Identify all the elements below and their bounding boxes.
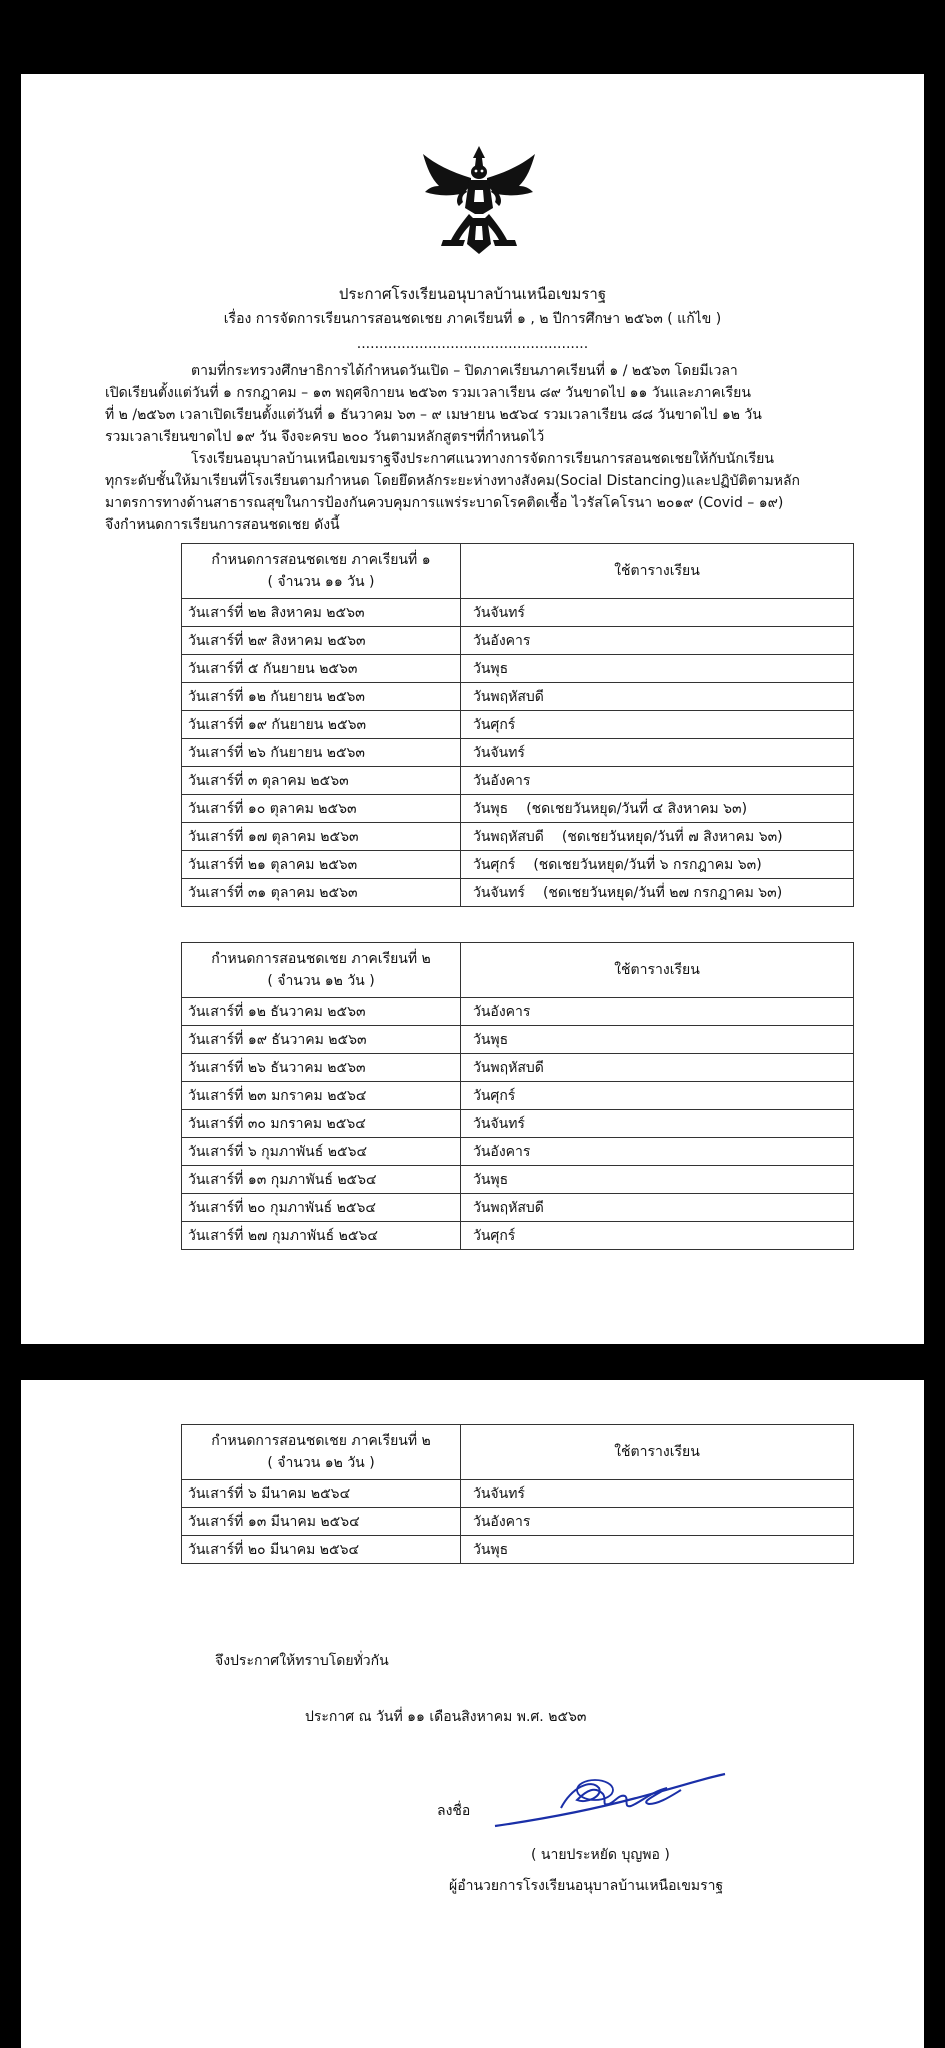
- body-line-1: ตามที่กระทรวงศึกษาธิการได้กำหนดวันเปิด – ปิดภาคเรียนภาคเรียนที่ ๑ / ๒๕๖๓ โดยมีเวลา: [191, 363, 738, 379]
- date-cell: วันเสาร์ที่ ๑๙ ธันวาคม ๒๕๖๓: [182, 1026, 461, 1054]
- sign-label: ลงชื่อ: [437, 1803, 471, 1819]
- table-row: [182, 1508, 854, 1536]
- date-cell: วันเสาร์ที่ ๒๗ กุมภาพันธ์ ๒๕๖๔: [182, 1222, 461, 1250]
- table-row: [182, 1480, 854, 1508]
- table-row: [182, 1166, 854, 1194]
- timetable-cell: [461, 711, 854, 739]
- table-header-timetable: ใช้ตารางเรียน: [461, 943, 854, 998]
- date-cell: วันเสาร์ที่ ๒๙ สิงหาคม ๒๕๖๓: [182, 627, 461, 655]
- table-header-row: [182, 943, 854, 998]
- makeup-note: (ชดเชยวันหยุด/วันที่ ๒๗ กรกฎาคม ๖๓): [542, 884, 783, 901]
- body-line-4: รวมเวลาเรียนขาดไป ๑๙ วัน จึงจะครบ ๒๐๐ วันตามหลักสูตรฯที่กำหนดไว้: [105, 429, 545, 445]
- body-line-8: จึงกำหนดการเรียนการสอนชดเชย ดังนี้: [105, 517, 340, 533]
- timetable-cell: [461, 1508, 854, 1536]
- timetable-cell: [461, 795, 854, 823]
- date-cell: วันเสาร์ที่ ๒๐ กุมภาพันธ์ ๒๕๖๔: [182, 1194, 461, 1222]
- timetable-day: วันจันทร์: [473, 744, 525, 761]
- date-cell: วันเสาร์ที่ ๓๑ ตุลาคม ๒๕๖๓: [182, 879, 461, 907]
- announce-date: ประกาศ ณ วันที่ ๑๑ เดือนสิงหาคม พ.ศ. ๒๕๖๓: [305, 1709, 587, 1725]
- table-row: [182, 851, 854, 879]
- table-row: [182, 739, 854, 767]
- timetable-day: วันอังคาร: [473, 1513, 531, 1530]
- announce-line: จึงประกาศให้ทราบโดยทั่วกัน: [215, 1653, 389, 1669]
- date-cell: วันเสาร์ที่ ๑๒ กันยายน ๒๕๖๓: [182, 683, 461, 711]
- timetable-day: วันศุกร์: [473, 716, 516, 733]
- table-row: [182, 823, 854, 851]
- timetable-day: วันอังคาร: [473, 1003, 531, 1020]
- timetable-day: วันศุกร์: [473, 856, 516, 873]
- body-line-2: เปิดเรียนตั้งแต่วันที่ ๑ กรกฎาคม – ๑๓ พฤศจิกายน ๒๕๖๓ รวมเวลาเรียน ๘๙ วันขาดไป ๑๑ วันและภาคเรียน: [105, 385, 751, 401]
- timetable-day: วันอังคาร: [473, 1143, 531, 1160]
- table-row: [182, 879, 854, 907]
- timetable-cell: [461, 998, 854, 1026]
- makeup-note: (ชดเชยวันหยุด/วันที่ ๔ สิงหาคม ๖๓): [526, 800, 748, 817]
- timetable-day: วันจันทร์: [473, 604, 525, 621]
- timetable-day: วันอังคาร: [473, 772, 531, 789]
- table-header-term: กำหนดการสอนชดเชย ภาคเรียนที่ ๑ ( จำนวน ๑๑ วัน ): [182, 544, 461, 599]
- makeup-note: (ชดเชยวันหยุด/วันที่ ๗ สิงหาคม ๖๓): [561, 828, 783, 845]
- timetable-cell: [461, 767, 854, 795]
- table-header-term: กำหนดการสอนชดเชย ภาคเรียนที่ ๒ ( จำนวน ๑๒ วัน ): [182, 1425, 461, 1480]
- timetable-cell: [461, 1026, 854, 1054]
- announcement-subject: เรื่อง การจัดการเรียนการสอนชดเชย ภาคเรียนที่ ๑ , ๒ ปีการศึกษา ๒๕๖๓ ( แก้ไข ): [223, 311, 722, 327]
- date-cell: วันเสาร์ที่ ๒๑ ตุลาคม ๒๕๖๓: [182, 851, 461, 879]
- date-cell: วันเสาร์ที่ ๒๒ สิงหาคม ๒๕๖๓: [182, 599, 461, 627]
- timetable-cell: [461, 1054, 854, 1082]
- separator-dots: ....................................................: [356, 336, 589, 352]
- timetable-day: วันจันทร์: [473, 1485, 525, 1502]
- garuda-emblem-icon: [421, 144, 537, 256]
- table-row: [182, 1110, 854, 1138]
- announcement-title: ประกาศโรงเรียนอนุบาลบ้านเหนือเขมราฐ: [338, 285, 607, 303]
- timetable-cell: [461, 1110, 854, 1138]
- date-cell: วันเสาร์ที่ ๕ กันยายน ๒๕๖๓: [182, 655, 461, 683]
- timetable-day: วันพุธ: [473, 660, 509, 677]
- date-cell: วันเสาร์ที่ ๒๖ ธันวาคม ๒๕๖๓: [182, 1054, 461, 1082]
- date-cell: วันเสาร์ที่ ๒๖ กันยายน ๒๕๖๓: [182, 739, 461, 767]
- timetable-day: วันจันทร์: [473, 884, 525, 901]
- timetable-day: วันพุธ: [473, 800, 509, 817]
- table-row: [182, 998, 854, 1026]
- table-row: [182, 1194, 854, 1222]
- table-header-timetable: ใช้ตารางเรียน: [461, 1425, 854, 1480]
- timetable-day: วันศุกร์: [473, 1087, 516, 1104]
- table-row: [182, 599, 854, 627]
- timetable-day: วันอังคาร: [473, 632, 531, 649]
- date-cell: วันเสาร์ที่ ๒๓ มกราคม ๒๕๖๔: [182, 1082, 461, 1110]
- table-row: [182, 627, 854, 655]
- table-row: [182, 767, 854, 795]
- body-line-6: ทุกระดับชั้นให้มาเรียนที่โรงเรียนตามกำหนด โดยยึดหลักระยะห่างทางสังคม(Social Distancing)และปฏิบัติตามหลัก: [105, 473, 801, 489]
- timetable-cell: [461, 599, 854, 627]
- signer-title: ผู้อำนวยการโรงเรียนอนุบาลบ้านเหนือเขมราฐ: [449, 1878, 724, 1894]
- makeup-note: (ชดเชยวันหยุด/วันที่ ๖ กรกฎาคม ๖๓): [533, 856, 762, 873]
- table-header-timetable: ใช้ตารางเรียน: [461, 544, 854, 599]
- table-row: [182, 1138, 854, 1166]
- table-row: [182, 1222, 854, 1250]
- date-cell: วันเสาร์ที่ ๑๓ มีนาคม ๒๕๖๔: [182, 1508, 461, 1536]
- table-row: [182, 1026, 854, 1054]
- timetable-cell: [461, 879, 854, 907]
- timetable-day: วันพฤหัสบดี: [473, 1199, 544, 1216]
- signer-name: ( นายประหยัด บุญพอ ): [531, 1847, 670, 1863]
- date-cell: วันเสาร์ที่ ๖ มีนาคม ๒๕๖๔: [182, 1480, 461, 1508]
- table-row: [182, 655, 854, 683]
- body-line-5: โรงเรียนอนุบาลบ้านเหนือเขมราฐจึงประกาศแนวทางการจัดการเรียนการสอนชดเชยให้กับนักเรียน: [191, 451, 774, 467]
- schedule-table-term1: [181, 543, 854, 907]
- date-cell: วันเสาร์ที่ ๓ ตุลาคม ๒๕๖๓: [182, 767, 461, 795]
- timetable-day: วันพฤหัสบดี: [473, 688, 544, 705]
- body-line-7: มาตรการทางด้านสาธารณสุขในการป้องกันควบคุมการแพร่ระบาดโรคติดเชื้อ ไวรัสโคโรนา ๒๐๑๙ (Covid – ๑๙): [105, 495, 784, 511]
- date-cell: วันเสาร์ที่ ๑๒ ธันวาคม ๒๕๖๓: [182, 998, 461, 1026]
- timetable-cell: [461, 1480, 854, 1508]
- date-cell: วันเสาร์ที่ ๑๙ กันยายน ๒๕๖๓: [182, 711, 461, 739]
- table-row: [182, 1082, 854, 1110]
- date-cell: วันเสาร์ที่ ๑๐ ตุลาคม ๒๕๖๓: [182, 795, 461, 823]
- timetable-cell: [461, 1536, 854, 1564]
- timetable-day: วันพุธ: [473, 1541, 509, 1558]
- date-cell: วันเสาร์ที่ ๓๐ มกราคม ๒๕๖๔: [182, 1110, 461, 1138]
- timetable-cell: [461, 627, 854, 655]
- timetable-day: วันพฤหัสบดี: [473, 828, 544, 845]
- timetable-day: วันศุกร์: [473, 1227, 516, 1244]
- timetable-cell: [461, 655, 854, 683]
- table-row: [182, 683, 854, 711]
- table-header-row: [182, 1425, 854, 1480]
- timetable-day: วันจันทร์: [473, 1115, 525, 1132]
- table-row: [182, 1536, 854, 1564]
- signature-image: [491, 1768, 731, 1832]
- document-page-2: [21, 1380, 924, 2048]
- timetable-day: วันพุธ: [473, 1031, 509, 1048]
- document-page-1: [21, 74, 924, 1344]
- schedule-table-term2: [181, 942, 854, 1250]
- timetable-day: วันพุธ: [473, 1171, 509, 1188]
- schedule-table-term2-cont: [181, 1424, 854, 1564]
- timetable-cell: [461, 1222, 854, 1250]
- timetable-day: วันพฤหัสบดี: [473, 1059, 544, 1076]
- table-header-term: กำหนดการสอนชดเชย ภาคเรียนที่ ๒ ( จำนวน ๑๒ วัน ): [182, 943, 461, 998]
- timetable-cell: [461, 1138, 854, 1166]
- table-row: [182, 1054, 854, 1082]
- body-line-3: ที่ ๒ /๒๕๖๓ เวลาเปิดเรียนตั้งแต่วันที่ ๑ ธันวาคม ๖๓ – ๙ เมษายน ๒๕๖๔ รวมเวลาเรียน ๘๘ วันขาดไป ๑๒ วัน: [105, 407, 762, 423]
- table-row: [182, 795, 854, 823]
- timetable-cell: [461, 739, 854, 767]
- date-cell: วันเสาร์ที่ ๑๗ ตุลาคม ๒๕๖๓: [182, 823, 461, 851]
- date-cell: วันเสาร์ที่ ๒๐ มีนาคม ๒๕๖๔: [182, 1536, 461, 1564]
- date-cell: วันเสาร์ที่ ๑๓ กุมภาพันธ์ ๒๕๖๔: [182, 1166, 461, 1194]
- timetable-cell: [461, 1082, 854, 1110]
- table-header-row: [182, 544, 854, 599]
- table-row: [182, 711, 854, 739]
- timetable-cell: [461, 683, 854, 711]
- timetable-cell: [461, 1166, 854, 1194]
- timetable-cell: [461, 1194, 854, 1222]
- date-cell: วันเสาร์ที่ ๖ กุมภาพันธ์ ๒๕๖๔: [182, 1138, 461, 1166]
- timetable-cell: [461, 851, 854, 879]
- timetable-cell: [461, 823, 854, 851]
